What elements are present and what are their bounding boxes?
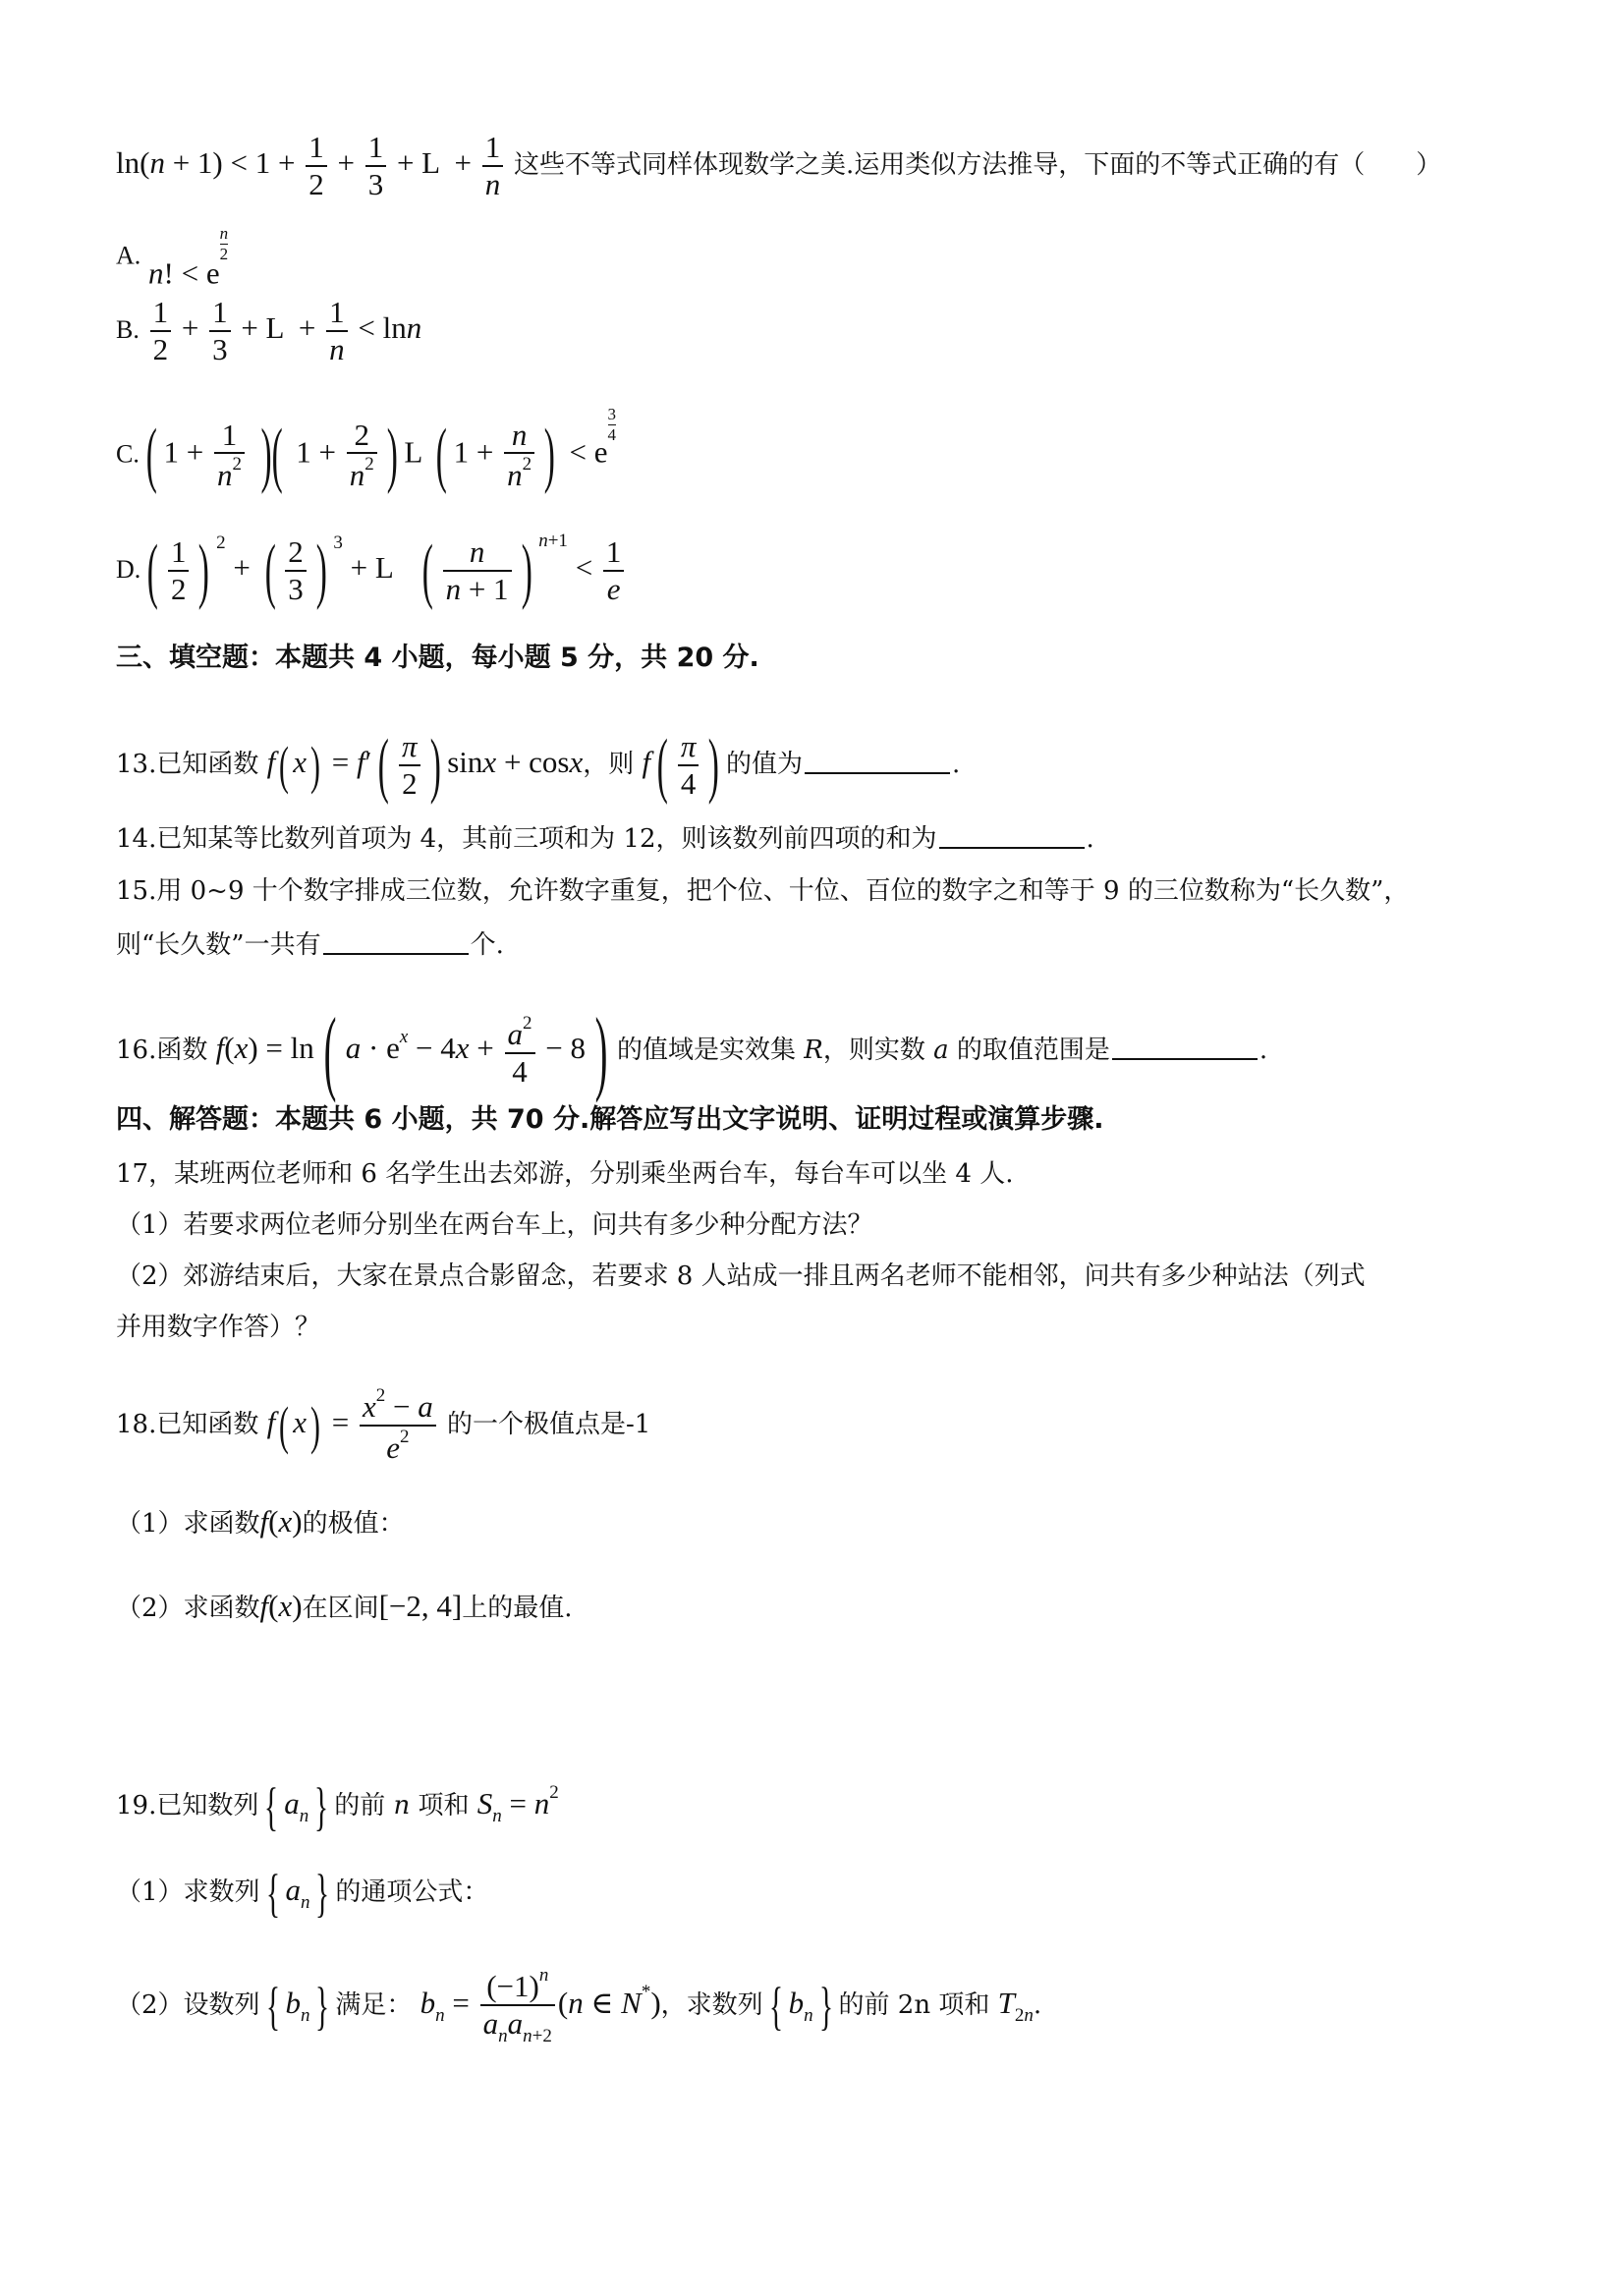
- q18-p1-math: f(x): [259, 1504, 303, 1539]
- q19-p2-mid3: 的前 2n 项和: [838, 1989, 990, 2020]
- q18-p1-post: 的极值：: [302, 1509, 405, 1539]
- q19-n: n: [393, 1791, 411, 1821]
- q18-math: f( x) = $\frac{x^2 - a}{e^2}$: [267, 1405, 439, 1439]
- q19-p2-seq: { $b_n$ }: [265, 1976, 330, 2036]
- q12-intro: [116, 130, 1441, 201]
- q19-p2-seq2: { $b_n$ }: [768, 1976, 833, 2036]
- q17-part2-line2: 并用数字作答）？: [116, 1313, 321, 1342]
- q19: [116, 1777, 559, 1836]
- q16-post1: 的值域是实效集: [616, 1036, 796, 1066]
- q16-a: a: [933, 1036, 949, 1066]
- q18-part1: [116, 1503, 405, 1540]
- q12-option-d: D.( $\frac{1}{2}$ ) $^2$ + ( $\frac{2}{3}$ ) $^3$ + L ( $\frac{n}{n + 1}$ ) $^{n+1}$ < $\frac{1}{e}$: [116, 531, 627, 607]
- q12-option-b: B. $\frac{1}{2}$ + $\frac{1}{3}$ + L + $\frac{1}{n}$ < lnn: [116, 295, 422, 366]
- q16-end: .: [1259, 1036, 1268, 1066]
- q13-post: 的值为: [726, 750, 804, 780]
- q18: [116, 1385, 650, 1465]
- q16-pre: 函数: [156, 1036, 208, 1066]
- q18-post: 的一个极值点是-1: [447, 1409, 651, 1439]
- q19-p1-seq: { $a_n$ }: [265, 1864, 330, 1923]
- q19-sn: $S_n = n^2$: [476, 1782, 559, 1827]
- q13-answer-blank[interactable]: [805, 749, 950, 774]
- q18-part2: [116, 1588, 573, 1624]
- q19-p2-end: .: [1033, 1989, 1042, 2020]
- q19-seq-a: { $a_n$ }: [264, 1777, 329, 1836]
- q18-p2-math: f(x): [259, 1589, 303, 1623]
- q13-number: 13.: [116, 750, 157, 780]
- q15-post: 个.: [470, 930, 504, 960]
- q15-pre: 则“长久数”一共有: [116, 930, 321, 960]
- q18-number: 18.: [116, 1409, 157, 1439]
- q16: [116, 998, 1268, 1103]
- q14-end: .: [1086, 824, 1094, 854]
- q15-line1: 15.用 0~9 十个数字排成三位数，允许数字重复，把个位、十位、百位的数字之和等于 9 的三位数称为“长久数”，: [116, 876, 1410, 906]
- q19-mid: 的前: [334, 1791, 386, 1821]
- q13-ask: f( $\frac{\pi}{4}$ ): [642, 725, 720, 806]
- q12-intro-math: ln(n + 1) < 1 + $\frac{1}{2}$ + $\frac{1}{3}$ + L + $\frac{1}{n}$: [116, 145, 514, 180]
- q19-p1-post: 的通项公式：: [335, 1877, 489, 1908]
- q17-part1: （1）若要求两位老师分别坐在两台车上，问共有多少种分配方法？: [116, 1210, 873, 1240]
- q18-p2-pre: （2）求函数: [116, 1594, 260, 1623]
- q12-option-b-label: B.: [116, 314, 140, 344]
- q19-mid2: 项和: [418, 1791, 470, 1821]
- q19-p2-pre: （2）设数列: [116, 1989, 260, 2020]
- q12-option-a: $^{A.}$ n! < e $\frac{n}{2}$: [116, 224, 229, 291]
- q15-answer-blank[interactable]: [323, 929, 469, 955]
- q19-p2-math: $b_n$ = $\frac{(-1)^n}{a_na_{n+2}}$ (n ∈ N*): [420, 1965, 661, 2046]
- q17-part2-line1: （2）郊游结束后，大家在景点合影留念，若要求 8 人站成一排且两名老师不能相邻，问共有多少种站法（列式: [116, 1261, 1366, 1291]
- q18-pre: 已知函数: [156, 1409, 259, 1439]
- q12-intro-text: 这些不等式同样体现数学之美.运用类似方法推导，下面的不等式正确的有（ ）: [513, 149, 1442, 180]
- q19-part2: [116, 1965, 1041, 2046]
- section3-title: 三、填空题：本题共 4 小题，每小题 5 分，共 20 分.: [116, 643, 759, 673]
- q15-line2: [116, 929, 504, 961]
- q19-p2-mid2: ，求数列: [660, 1989, 763, 2020]
- q19-p1-pre: （1）求数列: [116, 1877, 260, 1908]
- q19-p2-mid: 满足：: [335, 1989, 413, 2020]
- q17-intro: 17，某班两位老师和 6 名学生出去郊游，分别乘坐两台车，每台车可以坐 4 人.: [116, 1159, 1014, 1189]
- q19-part1: [116, 1864, 489, 1923]
- q19-p2-t: $T_{2n}$: [997, 1985, 1034, 2026]
- q16-answer-blank[interactable]: [1112, 1035, 1258, 1060]
- q18-p2-interval: [−2, 4]: [378, 1589, 463, 1623]
- q18-p2-mid: 在区间: [302, 1594, 379, 1623]
- q19-number: 19.: [116, 1791, 157, 1821]
- section4-title: 四、解答题：本题共 6 小题，共 70 分.解答应写出文字说明、证明过程或演算步骤.: [116, 1104, 1104, 1135]
- q13-end: .: [952, 750, 961, 780]
- q16-math: f(x) = ln( $a \cdot e^x - 4x$ + $\frac{a^2}{4}$ − 8): [215, 998, 608, 1103]
- q14-answer-blank[interactable]: [939, 823, 1085, 849]
- q12-option-c: C.( 1 + $\frac{1}{n^2}$ )( 1 + $\frac{2}{n^2}$ ) L ( 1 + $\frac{n}{n^2}$ ) < e $\frac{3}{4}$: [116, 405, 617, 496]
- q16-r: R: [804, 1036, 823, 1066]
- q13: [116, 725, 961, 806]
- q16-post2: ，则实数: [822, 1036, 925, 1066]
- q13-pre: 已知函数: [156, 750, 259, 780]
- q14: [116, 823, 1094, 855]
- q12-option-c-label: C.: [116, 439, 140, 469]
- q12-option-a-label: A.: [116, 241, 141, 270]
- q14-text: 14.已知某等比数列首项为 4，其前三项和为 12，则该数列前四项的和为: [116, 824, 937, 854]
- q13-math: f( x) = f′( $\frac{\pi}{2}$ ) sinx + cosx: [266, 725, 584, 806]
- q18-p2-post: 上的最值.: [462, 1594, 573, 1623]
- q16-number: 16.: [116, 1036, 157, 1066]
- q18-p1-pre: （1）求函数: [116, 1509, 260, 1539]
- q12-option-d-label: D.: [116, 555, 141, 584]
- q16-post3: 的取值范围是: [956, 1036, 1110, 1066]
- q13-mid: ，则: [583, 750, 635, 780]
- q19-pre: 已知数列: [156, 1791, 259, 1821]
